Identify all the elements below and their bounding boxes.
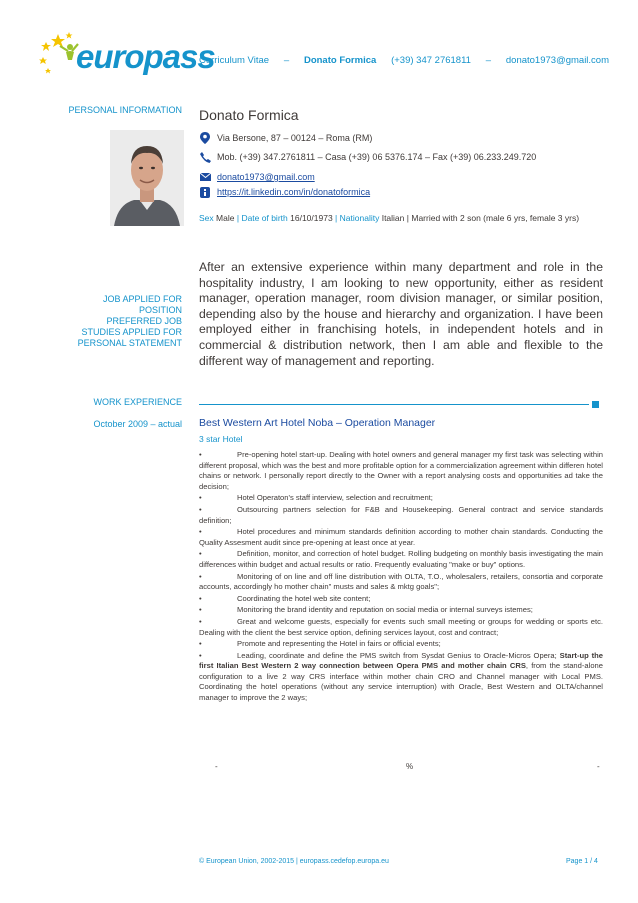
job-title: Best Western Art Hotel Noba – Operation Manager [199, 417, 436, 429]
header-name: Donato Formica [303, 55, 377, 66]
section-divider [199, 404, 589, 405]
page-mark-right: - [597, 762, 600, 771]
footer-page-number: Page 1 / 4 [566, 858, 598, 865]
page-mark-left: - [215, 762, 218, 771]
website-icon [199, 186, 211, 198]
job-applied-label-block [20, 294, 182, 349]
work-dates: October 2009 – actual [93, 419, 182, 429]
personal-statement: After an extensive experience within many department and role in the hospitality industry, I am looking to new opportunity, either as resident manager, operation manager, room division manager, or similar position, depending also by the house and hierarchy and organization. I have been employed either in franchising hotels, in independent hotels and in commercial & distribution network, then I am able and flexible to the different way of management and reporting. [199, 260, 603, 368]
list-item: • Promote and representing the Hotel in fairs or official events; [199, 639, 441, 649]
email-row [199, 171, 315, 183]
list-item: • Leading, coordinate and define the PMS switch from Sysdat Genius to Oracle-Micros Opera; Start-up the first Italian Best Western 2 way connection between Opera PMS and mother chain CRS, from the stand-alone configuration to a live 2 way CRS interface within mother chain CRO and Channel manager with Local PMS. Coordinating the hotel operations (without any service interruption) with Oracle, Best Western and OLTA/channel manager to improve the 2 ways; [199, 650, 604, 703]
location-pin-icon [199, 132, 211, 144]
address-row [199, 132, 372, 144]
cv-label: Curriculum Vitae [199, 55, 270, 66]
list-item: • Definition, monitor, and correction of hotel budget. Rolling budgeting on monthly basis investigating the main differences within budget and actual results or ratio. Frequently evaluating "make or buy" options. [199, 549, 603, 569]
separator: | [236, 213, 240, 223]
marital-status: Married with 2 son (male 6 yrs, female 3 yrs) [411, 213, 580, 223]
list-item: • Great and welcome guests, especially for events such small meeting or groups for wedding or sports etc. Dealing with the client the best service option, defining services layout, cost and contract; [199, 616, 603, 637]
profile-photo [110, 130, 184, 226]
full-name: Donato Formica [199, 107, 299, 123]
europass-wordmark: europass [76, 38, 215, 75]
list-item: • Monitoring the brand identity and reputation on social media or internal surveys istemes; [199, 605, 533, 615]
dob-label: Date of birth [241, 213, 288, 223]
section-divider-marker [592, 401, 599, 408]
email-link[interactable]: donato1973@gmail.com [217, 172, 315, 182]
studies-applied-label: STUDIES APPLIED FOR [81, 327, 182, 337]
position-label: POSITION [138, 305, 182, 315]
header-email: donato1973@gmail.com [505, 55, 609, 66]
job-applied-label: JOB APPLIED FOR [102, 294, 182, 304]
phone-row [199, 151, 536, 163]
phone-text: Mob. (+39) 347.2761811 – Casa (+39) 06 5376.174 – Fax (+39) 06.233.249.720 [217, 152, 537, 162]
list-item: • Hotel procedures and minimum standards definition according to mother chain standards. Conducting the Quality Assesment audit since pre-opening at least once at year. [199, 527, 603, 547]
personal-information-label: PERSONAL INFORMATION [68, 105, 182, 115]
header-separator: – [283, 55, 290, 66]
email-icon [199, 171, 211, 183]
header-separator: – [485, 55, 492, 66]
document-header [199, 55, 609, 66]
job-responsibilities [199, 450, 603, 705]
list-item: • Hotel Operaton's staff interview, selection and recruitment; [199, 493, 433, 503]
list-item: • Outsourcing partners selection for F&B and Housekeeping. General contract and service standards definition; [199, 504, 603, 525]
dob-value: 16/10/1973 [290, 213, 333, 223]
linkedin-row [199, 186, 370, 198]
header-phone: (+39) 347 2761811 [391, 55, 471, 66]
phone-icon [199, 151, 211, 163]
address-text: Via Bersone, 87 – 00124 – Roma (RM) [217, 133, 373, 143]
employer: 3 star Hotel [199, 434, 243, 444]
separator: | [406, 213, 409, 223]
work-experience-label: WORK EXPERIENCE [93, 397, 182, 407]
personal-details [199, 213, 579, 223]
separator: | [335, 213, 338, 223]
list-item: • Monitoring of on line and off line distribution with OLTA, T.O., wholesalers, retailers, consortia and corporate accounts, accordingly ho mother chain" musts and sales & mktg goals"; [199, 571, 603, 592]
personal-statement-label: PERSONAL STATEMENT [77, 338, 182, 348]
sex-value: Male [216, 213, 235, 223]
preferred-job-label: PREFERRED JOB [106, 316, 182, 326]
footer-copyright: © European Union, 2002-2015 | europass.cedefop.europa.eu [199, 858, 389, 865]
linkedin-link[interactable]: https://it.linkedin.com/in/donatoformica [217, 187, 371, 197]
nationality-label: Nationality [339, 213, 380, 223]
list-item: • Pre-opening hotel start-up. Dealing with hotel owners and general manager my first task was selecting within different proposal, which was the best and more profitable option for a commercialization agreement within differen hotel chains or network. I personally report directly to the Owner with a report analysing costs and opportunities ad take the decision; [199, 450, 603, 491]
nationality-value: Italian [381, 213, 405, 223]
list-item: • Coordinating the hotel web site content; [199, 593, 371, 603]
sex-label: Sex [199, 213, 214, 223]
europass-logo [38, 30, 215, 78]
page-mark-mid: % [406, 762, 414, 771]
